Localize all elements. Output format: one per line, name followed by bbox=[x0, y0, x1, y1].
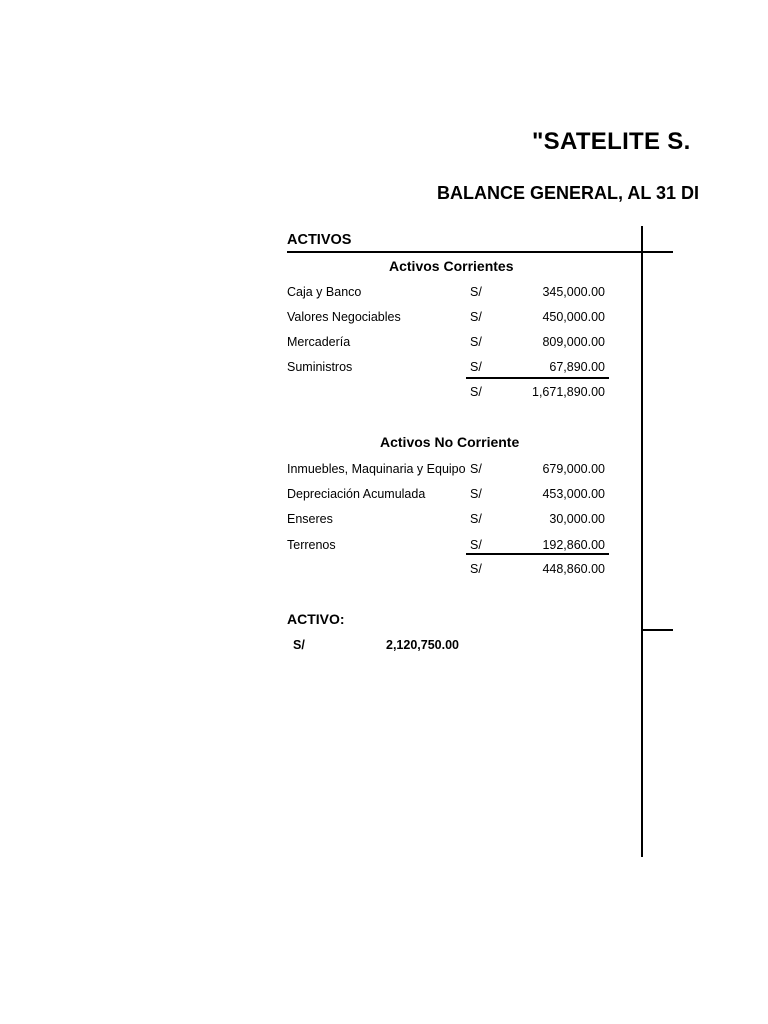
row-amount: 450,000.00 bbox=[542, 310, 605, 324]
row-currency: S/ bbox=[470, 487, 482, 501]
row-currency: S/ bbox=[470, 462, 482, 476]
row-currency: S/ bbox=[470, 310, 482, 324]
row-amount: 679,000.00 bbox=[542, 462, 605, 476]
row-amount: 192,860.00 bbox=[542, 538, 605, 552]
subtotal-currency: S/ bbox=[470, 562, 482, 576]
row-currency: S/ bbox=[470, 538, 482, 552]
subtotal-rule bbox=[466, 553, 609, 555]
row-currency: S/ bbox=[470, 335, 482, 349]
activos-header: ACTIVOS bbox=[287, 232, 352, 248]
row-label: Valores Negociables bbox=[287, 310, 401, 324]
subtotal-amount: 1,671,890.00 bbox=[532, 385, 605, 399]
row-amount: 30,000.00 bbox=[549, 512, 605, 526]
subtotal-amount: 448,860.00 bbox=[542, 562, 605, 576]
subtotal-currency: S/ bbox=[470, 385, 482, 399]
row-label: Depreciación Acumulada bbox=[287, 487, 426, 501]
row-currency: S/ bbox=[470, 512, 482, 526]
activo-total-amount: 2,120,750.00 bbox=[386, 638, 459, 652]
activo-total-currency: S/ bbox=[293, 638, 305, 652]
row-currency: S/ bbox=[470, 360, 482, 374]
row-amount: 345,000.00 bbox=[542, 285, 605, 299]
row-label: Caja y Banco bbox=[287, 285, 362, 299]
company-title: "SATELITE S. bbox=[532, 128, 691, 155]
row-label: Inmuebles, Maquinaria y Equipo bbox=[287, 462, 466, 476]
subtotal-rule bbox=[466, 377, 609, 379]
column-divider bbox=[641, 226, 643, 857]
row-label: Enseres bbox=[287, 512, 333, 526]
report-subtitle: BALANCE GENERAL, AL 31 DI bbox=[437, 183, 700, 203]
row-label: Terrenos bbox=[287, 538, 336, 552]
row-label: Mercadería bbox=[287, 335, 351, 349]
current-assets-heading: Activos Corrientes bbox=[389, 258, 514, 274]
row-amount: 67,890.00 bbox=[549, 360, 605, 374]
row-amount: 453,000.00 bbox=[542, 487, 605, 501]
activo-total-label: ACTIVO: bbox=[287, 611, 345, 627]
header-rule bbox=[287, 251, 673, 253]
row-currency: S/ bbox=[470, 285, 482, 299]
row-amount: 809,000.00 bbox=[542, 335, 605, 349]
row-label: Suministros bbox=[287, 360, 353, 374]
noncurrent-assets-heading: Activos No Corriente bbox=[380, 434, 520, 450]
right-total-rule bbox=[641, 629, 673, 631]
